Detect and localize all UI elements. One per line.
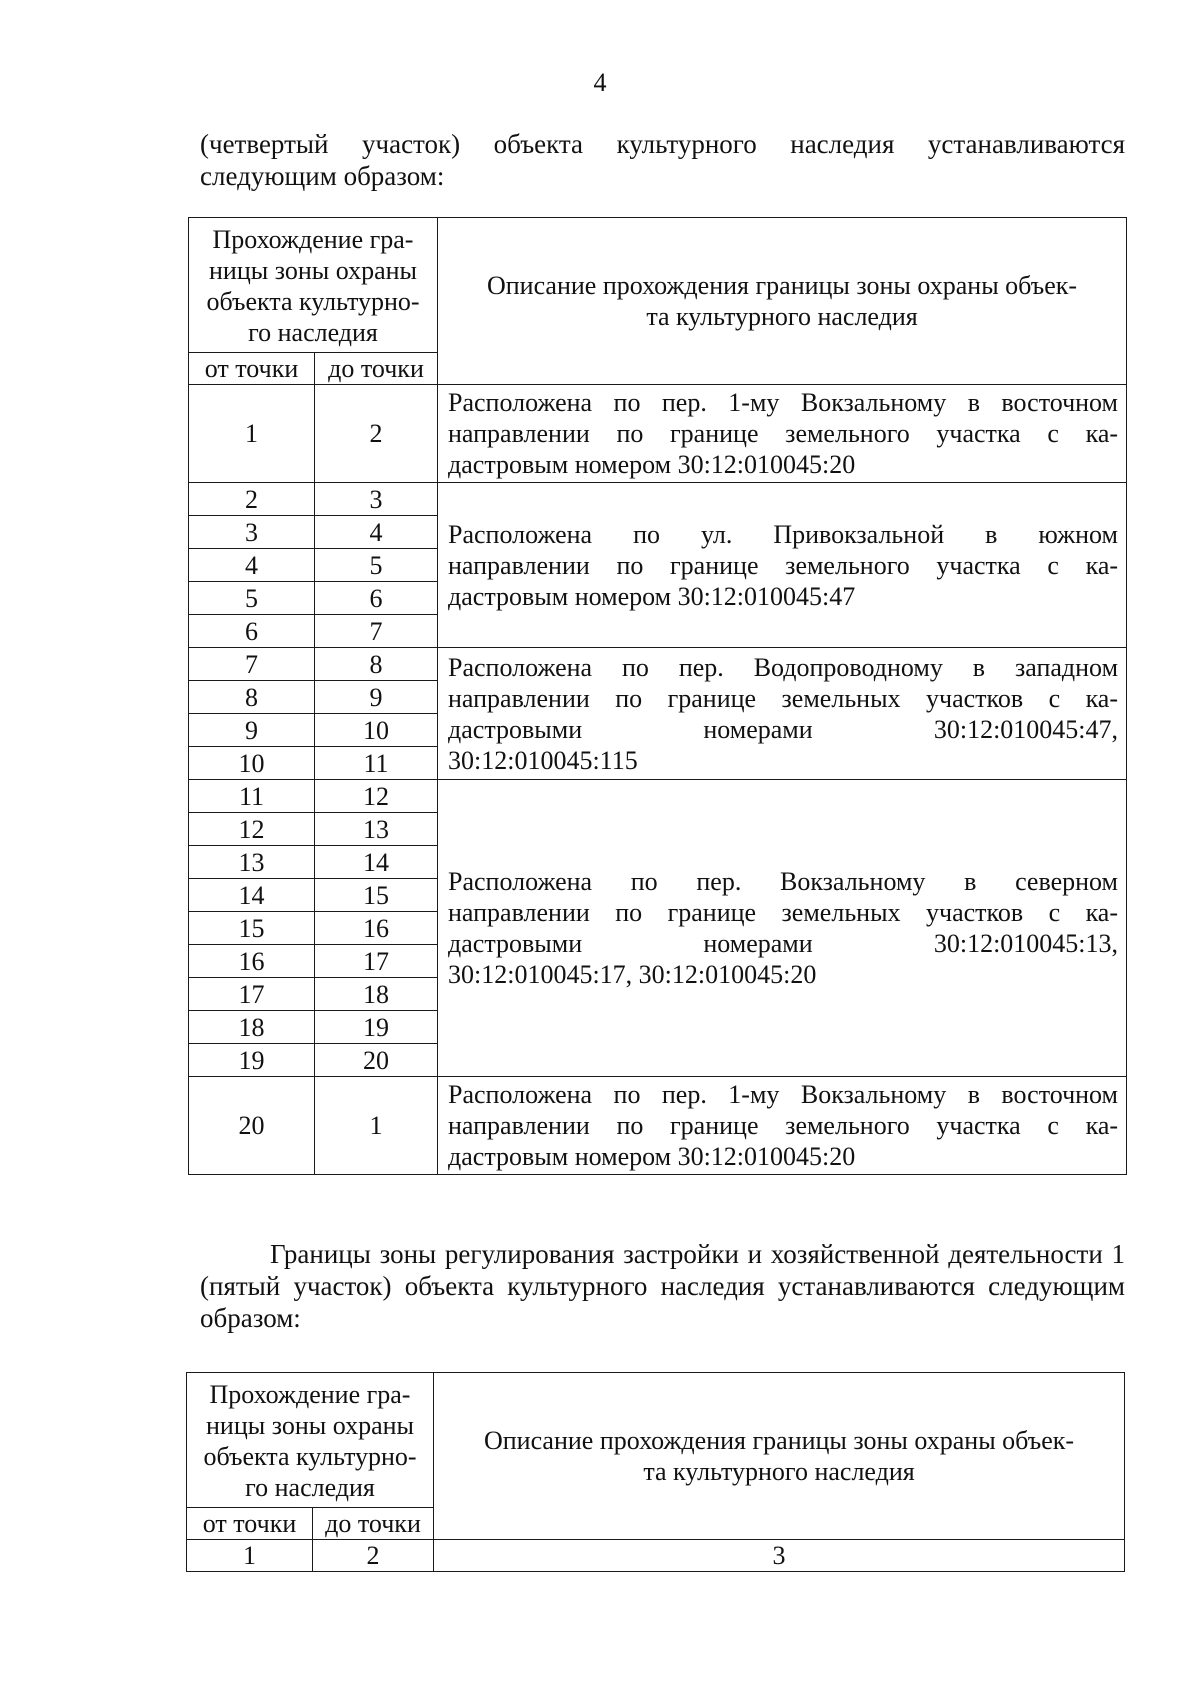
from-point-cell: 6 [189,615,315,648]
segment-description-line: дастровыми номерами 30:12:010045:13, [448,929,1119,958]
to-point-cell: 15 [315,879,438,912]
from-point-cell: 9 [189,714,315,747]
from-point-cell: 11 [189,780,315,813]
to-point-cell: 13 [315,813,438,846]
header-to-point: до точки [315,353,438,385]
table-row [189,1077,1127,1175]
segment-description [438,385,1127,483]
segment-description [438,483,1127,648]
from-point-cell: 10 [189,747,315,780]
header-description [434,1373,1125,1540]
column-number-to: 2 [313,1540,434,1572]
header-description-line: Описание прохождения границы зоны охраны объек- [483,1426,1075,1455]
header-description [438,218,1127,385]
header-boundary-passage-line: го наследия [245,1473,375,1502]
to-point-cell: 16 [315,912,438,945]
to-point-cell: 14 [315,846,438,879]
to-point-cell: 20 [315,1044,438,1077]
header-description-line: та культурного наследия [643,1457,915,1486]
segment-description [438,1077,1127,1175]
header-from-point: от точки [189,353,315,385]
header-boundary-passage-line: Прохождение гра- [212,225,414,254]
segment-description [438,648,1127,780]
header-boundary-passage [187,1373,434,1508]
from-point-cell: 14 [189,879,315,912]
column-number-from: 1 [187,1540,313,1572]
to-point-cell: 2 [315,385,438,483]
table-row [189,780,1127,813]
segment-description-line: Расположена по пер. 1-му Вокзальному в восточном [448,388,1119,417]
header-to-point: до точки [313,1508,434,1540]
segment-description-line: 30:12:010045:17, 30:12:010045:20 [448,960,817,989]
header-description-line: та культурного наследия [646,302,918,331]
to-point-cell: 5 [315,549,438,582]
segment-description-line: Расположена по пер. 1-му Вокзальному в восточном [448,1080,1119,1109]
to-point-cell: 7 [315,615,438,648]
to-point-cell: 9 [315,681,438,714]
from-point-cell: 13 [189,846,315,879]
segment-description-line: направлении по границе земельного участка с ка- [448,419,1119,448]
boundary-table-zone-5 [186,1372,1125,1572]
segment-description-line: дастровым номером 30:12:010045:47 [448,581,856,611]
segment-description-line: направлении по границе земельного участка с ка- [448,550,1119,580]
segment-description-line: дастровым номером 30:12:010045:20 [448,450,856,479]
second-paragraph: Границы зоны регулирования застройки и хозяйственной деятельности 1 (пятый участок) объекта культурного наследия устанавливаются следующим образом: [200,1239,1125,1333]
table-row [189,648,1127,681]
segment-description-line: Расположена по пер. Водопроводному в западном [448,652,1119,682]
segment-description-line: направлении по границе земельных участков с ка- [448,898,1119,927]
from-point-cell: 19 [189,1044,315,1077]
to-point-cell: 10 [315,714,438,747]
to-point-cell: 18 [315,978,438,1011]
to-point-cell: 11 [315,747,438,780]
segment-description-line: дастровым номером 30:12:010045:20 [448,1142,856,1171]
from-point-cell: 18 [189,1011,315,1044]
from-point-cell: 7 [189,648,315,681]
segment-description-line: направлении по границе земельного участка с ка- [448,1111,1119,1140]
segment-description-line: Расположена по пер. Вокзальному в северном [448,867,1119,896]
from-point-cell: 8 [189,681,315,714]
segment-description-line: дастровыми номерами 30:12:010045:47, [448,714,1119,744]
from-point-cell: 12 [189,813,315,846]
header-boundary-passage [189,218,438,353]
to-point-cell: 17 [315,945,438,978]
to-point-cell: 8 [315,648,438,681]
header-boundary-passage-line: ницы зоны охраны [209,256,417,285]
from-point-cell: 4 [189,549,315,582]
intro-paragraph: (четвертый участок) объекта культурного наследия устанавливаются следующим образом: [200,129,1125,191]
segment-description-line: направлении по границе земельных участков с ка- [448,683,1119,713]
table-row [189,385,1127,483]
from-point-cell: 20 [189,1077,315,1175]
from-point-cell: 5 [189,582,315,615]
column-number-desc: 3 [434,1540,1125,1572]
from-point-cell: 15 [189,912,315,945]
to-point-cell: 4 [315,516,438,549]
to-point-cell: 3 [315,483,438,516]
to-point-cell: 12 [315,780,438,813]
to-point-cell: 19 [315,1011,438,1044]
column-number-row [187,1540,1125,1572]
header-description-line: Описание прохождения границы зоны охраны объек- [486,271,1078,300]
from-point-cell: 16 [189,945,315,978]
header-boundary-passage-line: объекта культурно- [206,287,420,316]
to-point-cell: 6 [315,582,438,615]
from-point-cell: 2 [189,483,315,516]
header-boundary-passage-line: объекта культурно- [203,1442,417,1471]
from-point-cell: 3 [189,516,315,549]
segment-description-line: 30:12:010045:115 [448,745,638,775]
segment-description-line: Расположена по ул. Привокзальной в южном [448,519,1119,549]
to-point-cell: 1 [315,1077,438,1175]
page-number: 4 [593,68,607,97]
table-row [189,483,1127,516]
header-boundary-passage-line: Прохождение гра- [209,1380,411,1409]
from-point-cell: 17 [189,978,315,1011]
header-boundary-passage-line: ницы зоны охраны [206,1411,414,1440]
boundary-table-zone-4 [188,217,1127,1175]
from-point-cell: 1 [189,385,315,483]
segment-description [438,780,1127,1077]
header-from-point: от точки [187,1508,313,1540]
header-boundary-passage-line: го наследия [248,318,378,347]
